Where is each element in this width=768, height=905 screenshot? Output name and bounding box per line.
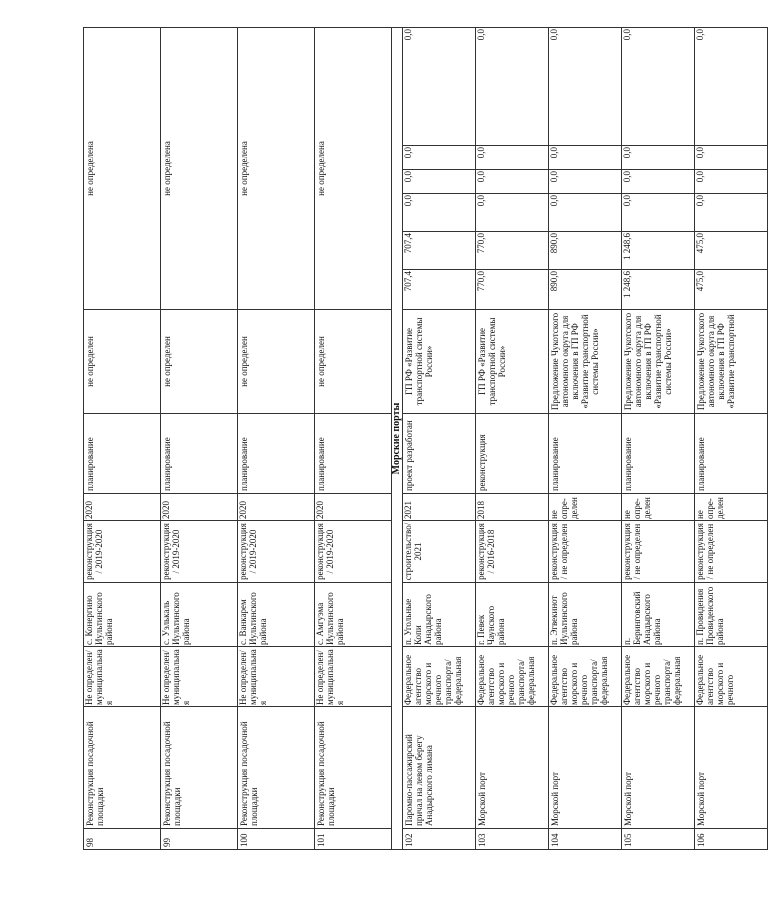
cell-row-number: 105 [622, 829, 695, 850]
cell-work-type: реконструкция/ 2016-2018 [476, 521, 549, 583]
cell-project-stage: планирование [84, 414, 161, 494]
cell-customer: Федеральное агентство морского и речного транспорта/федеральная [403, 647, 476, 707]
cell-location: п. Беринговский Анадырского района [622, 583, 695, 647]
rotated-page [83, 28, 736, 850]
cell-value-4: 0,0 [403, 146, 476, 170]
cell-work-type: реконструкция/ не определен [695, 521, 768, 583]
cell-customer: Не определен/ муниципальная [161, 647, 238, 707]
cell-location: п. Угольные Копи Анадырского района [403, 583, 476, 647]
cell-project-stage: реконструкция [476, 414, 549, 494]
cell-completion-year: 2020 [84, 494, 161, 521]
cell-object-name: Морской порт [622, 707, 695, 829]
cell-customer: Федеральное агентство морского и речного транспорта/ федеральная [476, 647, 549, 707]
cell-project-stage: планирование [695, 414, 768, 494]
cell-completion-year: 2018 [476, 494, 549, 521]
table-row [161, 28, 238, 850]
cell-object-name: Морской порт [695, 707, 768, 829]
cell-funding-source: не определен [238, 310, 315, 414]
cell-location: п. Провидения Провиденского района [695, 583, 768, 647]
cell-row-number: 98 [84, 829, 161, 850]
table-row [84, 28, 161, 850]
cell-row-number: 99 [161, 829, 238, 850]
cell-value-1: 890,0 [549, 232, 622, 270]
cell-row-number: 100 [238, 829, 315, 850]
cell-value-4: 0,0 [549, 146, 622, 170]
cell-work-type: реконструкция/ 2019-2020 [238, 521, 315, 583]
cell-funding-source: не определен [161, 310, 238, 414]
cell-object-name: Морской порт [476, 707, 549, 829]
cell-total-budget: 475,0 [695, 270, 768, 310]
cell-funding-source: Предложение Чукотского автономного округа для включения в ГП РФ «Развитие транспортной системы России» [622, 310, 695, 414]
cell-object-name: Реконструкция посадочной площадки [161, 707, 238, 829]
table-row [476, 28, 549, 850]
cell-project-stage: планирование [161, 414, 238, 494]
cell-value-5: 0,0 [695, 28, 768, 146]
cell-work-type: реконструкция/ не определен [622, 521, 695, 583]
cell-value-1: 475,0 [695, 232, 768, 270]
cell-value-3: 0,0 [622, 170, 695, 194]
cell-funding-source: не определен [315, 310, 392, 414]
cell-value-5: 0,0 [403, 28, 476, 146]
cell-completion-year: не опре-делен [622, 494, 695, 521]
cell-note: не определена [84, 28, 161, 310]
cell-customer: Федеральное агентство морского и речного [695, 647, 768, 707]
cell-value-3: 0,0 [549, 170, 622, 194]
cell-location: с. Амгуэма Иультинского района [315, 583, 392, 647]
cell-location: п. Эгвекинот Иультинского района [549, 583, 622, 647]
cell-object-name: Реконструкция посадочной площадки [238, 707, 315, 829]
cell-total-budget: 890,0 [549, 270, 622, 310]
cell-value-2: 0,0 [476, 194, 549, 232]
cell-object-name: Морской порт [549, 707, 622, 829]
table-row [549, 28, 622, 850]
cell-location: с. Уэлькаль Иультинского района [161, 583, 238, 647]
cell-project-stage: проект разработан [403, 414, 476, 494]
cell-completion-year: 2021 [403, 494, 476, 521]
cell-completion-year: 2020 [238, 494, 315, 521]
cell-project-stage: планирование [315, 414, 392, 494]
cell-funding-source: ГП РФ «Развитие транспортной системы России» [403, 310, 476, 414]
cell-note: не определена [315, 28, 392, 310]
cell-work-type: реконструкция/ 2019-2020 [315, 521, 392, 583]
cell-completion-year: 2020 [161, 494, 238, 521]
cell-value-2: 0,0 [695, 194, 768, 232]
cell-value-1: 707,4 [403, 232, 476, 270]
cell-value-1: 1 248,6 [622, 232, 695, 270]
cell-project-stage: планирование [549, 414, 622, 494]
cell-total-budget: 770,0 [476, 270, 549, 310]
cell-project-stage: планирование [622, 414, 695, 494]
cell-customer: Федеральное агентство морского и речного транспорта/ федеральная [622, 647, 695, 707]
cell-customer: Не определен/ муниципальная [315, 647, 392, 707]
cell-value-3: 0,0 [476, 170, 549, 194]
cell-customer: Не определен/ муниципальная [84, 647, 161, 707]
cell-location: г. Певек Чаунского района [476, 583, 549, 647]
cell-value-4: 0,0 [695, 146, 768, 170]
cell-work-type: строительство/ 2021 [403, 521, 476, 583]
cell-value-4: 0,0 [476, 146, 549, 170]
cell-customer: Не определен/ муниципальная [238, 647, 315, 707]
cell-completion-year: 2020 [315, 494, 392, 521]
table-row [403, 28, 476, 850]
cell-note: не определена [161, 28, 238, 310]
cell-row-number: 103 [476, 829, 549, 850]
cell-work-type: реконструкция/ 2019-2020 [84, 521, 161, 583]
cell-row-number: 101 [315, 829, 392, 850]
cell-completion-year: не опре-делен [549, 494, 622, 521]
cell-row-number: 104 [549, 829, 622, 850]
projects-table [83, 27, 768, 850]
table-row [622, 28, 695, 850]
cell-customer: Федеральное агентство морского и речного транспорта/ федеральная [549, 647, 622, 707]
table-row [315, 28, 392, 850]
cell-value-2: 0,0 [403, 194, 476, 232]
cell-location: с. Конергино Иультинского района [84, 583, 161, 647]
cell-row-number: 102 [403, 829, 476, 850]
cell-object-name: Паромно-пассажирский причал на левом берегу Анадырского лимана [403, 707, 476, 829]
cell-value-5: 0,0 [622, 28, 695, 146]
cell-funding-source: не определен [84, 310, 161, 414]
cell-object-name: Реконструкция посадочной площадки [84, 707, 161, 829]
cell-total-budget: 1 248,6 [622, 270, 695, 310]
cell-value-2: 0,0 [622, 194, 695, 232]
cell-value-5: 0,0 [476, 28, 549, 146]
table-row [238, 28, 315, 850]
cell-location: с. Ванкарем Иультинского района [238, 583, 315, 647]
cell-object-name: Реконструкция посадочной площадки [315, 707, 392, 829]
section-row [392, 28, 403, 850]
cell-value-3: 0,0 [695, 170, 768, 194]
cell-funding-source: ГП РФ «Развитие транспортной системы России» [476, 310, 549, 414]
cell-note: не определена [238, 28, 315, 310]
cell-funding-source: Предложение Чукотского автономного округа для включения в ГП РФ «Развитие транспортной системы России» [549, 310, 622, 414]
cell-value-4: 0,0 [622, 146, 695, 170]
cell-value-2: 0,0 [549, 194, 622, 232]
cell-value-5: 0,0 [549, 28, 622, 146]
cell-funding-source: Предложение Чукотского автономного округа для включения в ГП РФ «Развитие транспортной [695, 310, 768, 414]
cell-completion-year: не опре-делен [695, 494, 768, 521]
cell-work-type: реконструкция/ не определен [549, 521, 622, 583]
cell-row-number: 106 [695, 829, 768, 850]
cell-value-1: 770,0 [476, 232, 549, 270]
cell-work-type: реконструкция/ 2019-2020 [161, 521, 238, 583]
table-row [695, 28, 768, 850]
cell-value-3: 0,0 [403, 170, 476, 194]
section-title: Морские порты [392, 28, 403, 850]
cell-project-stage: планирование [238, 414, 315, 494]
cell-total-budget: 707,4 [403, 270, 476, 310]
